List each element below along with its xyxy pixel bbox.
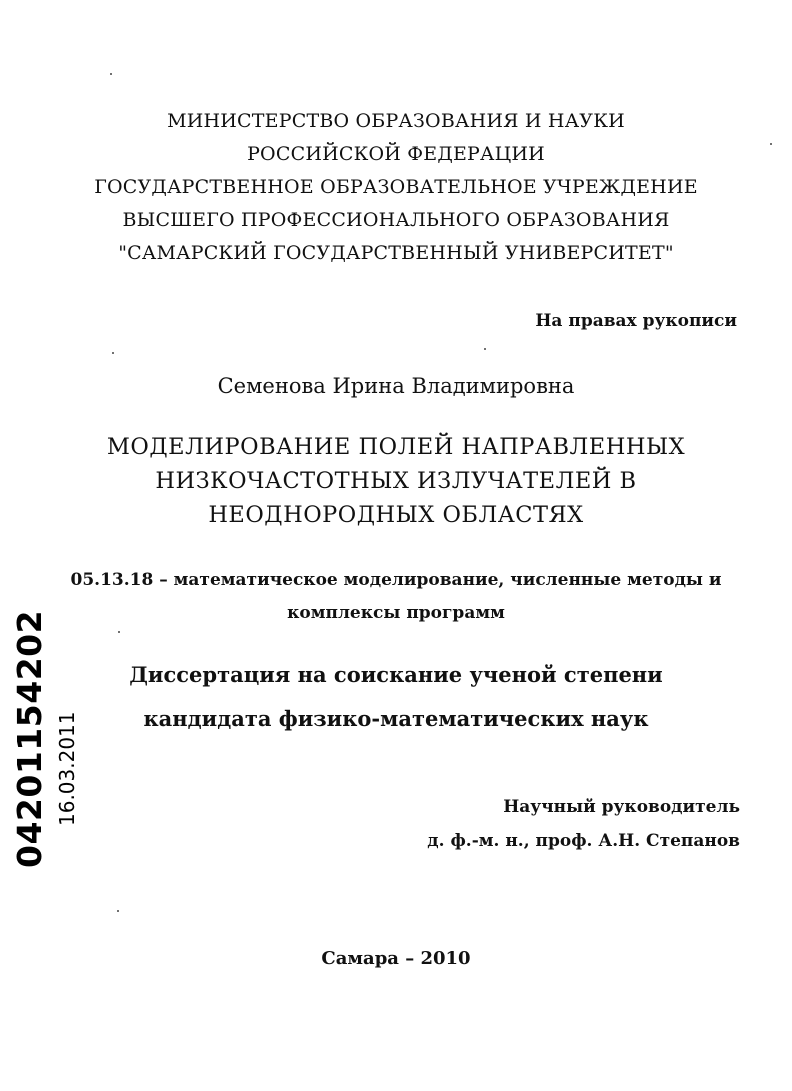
header-line-5: "САМАРСКИЙ ГОСУДАРСТВЕННЫЙ УНИВЕРСИТЕТ" — [118, 242, 674, 264]
scan-speck — [117, 910, 119, 912]
scan-speck — [118, 631, 120, 633]
advisor-label: Научный руководитель — [503, 797, 740, 817]
header-line-3: ГОСУДАРСТВЕННОЕ ОБРАЗОВАТЕЛЬНОЕ УЧРЕЖДЕНИЕ — [94, 176, 698, 198]
header-line-1: МИНИСТЕРСТВО ОБРАЗОВАНИЯ И НАУКИ — [167, 110, 625, 132]
specialty-line-2: комплексы программ — [287, 603, 505, 623]
specialty-line-1: 05.13.18 – математическое моделирование, численные методы и — [70, 570, 722, 590]
title-line-3: НЕОДНОРОДНЫХ ОБЛАСТЯХ — [208, 502, 584, 528]
place-year: Самара – 2010 — [321, 948, 471, 969]
title-line-1: МОДЕЛИРОВАНИЕ ПОЛЕЙ НАПРАВЛЕННЫХ — [106, 434, 686, 460]
library-stamp-date: 16.03.2011 — [55, 711, 79, 826]
scan-speck — [770, 143, 772, 145]
author-name: Семенова Ирина Владимировна — [217, 374, 575, 398]
library-stamp-number: 04201154202 — [10, 609, 49, 868]
degree-line-2: кандидата физико-математических наук — [143, 706, 649, 731]
scan-speck — [112, 352, 114, 354]
manuscript-note: На правах рукописи — [535, 311, 737, 331]
header-line-2: РОССИЙСКОЙ ФЕДЕРАЦИИ — [247, 143, 545, 165]
scan-speck — [484, 348, 486, 350]
title-line-2: НИЗКОЧАСТОТНЫХ ИЗЛУЧАТЕЛЕЙ В — [155, 468, 637, 494]
advisor-name: д. ф.-м. н., проф. А.Н. Степанов — [427, 831, 740, 851]
header-line-4: ВЫСШЕГО ПРОФЕССИОНАЛЬНОГО ОБРАЗОВАНИЯ — [122, 209, 670, 231]
degree-line-1: Диссертация на соискание ученой степени — [129, 662, 663, 687]
scan-speck — [110, 73, 112, 75]
